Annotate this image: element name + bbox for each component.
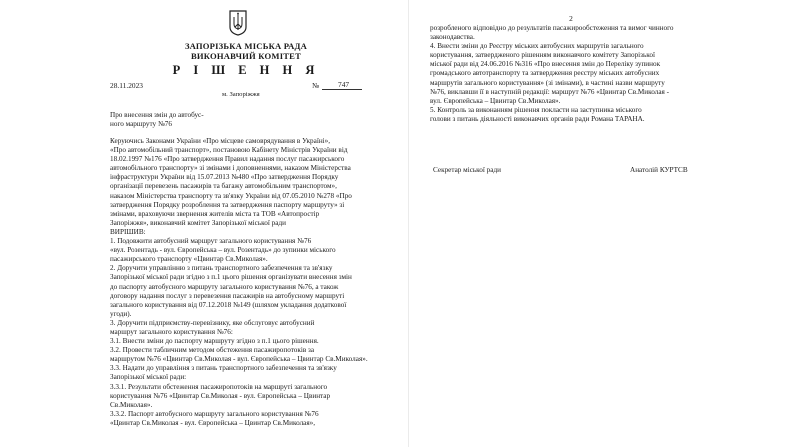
page-separator xyxy=(408,0,409,447)
signature-title: Секретар міської ради xyxy=(433,166,501,174)
document-page-2 xyxy=(425,0,717,447)
decision-number: 747 xyxy=(338,80,350,89)
decision-subject: Про внесення змін до автобус- ного маршруту №76 xyxy=(110,111,204,129)
coat-of-arms-icon xyxy=(229,10,247,36)
council-heading: ЗАПОРІЗЬКА МІСЬКА РАДА xyxy=(184,41,308,51)
decision-date: 28.11.2023 xyxy=(110,81,143,90)
decision-body: Керуючись Законами України «Про місцеве самоврядування в Україні», «Про автомобільний транспорт», постановою Кабінету Міністрів України від 18.02.1997 №176 «Про затвердження Правил надання послуг пасажирського автомобільного транспорту» зі змінами і доповненнями, наказом Міністерства інфраструктури України від 15.07.2013 №480 «Про затвердження Порядку організації перевезень пасажирів та багажу автомобільним транспортом», наказом Міністерства транспорту та зв'язку України від 07.05.2010 №278 «Про затвердження Порядку розроблення та затвердження паспорту маршруту» зі змінами, враховуючи звернення жителів міста та ТОВ «Автопростір Запоріжжя», виконавчий комітет Запорізької міської ради ВИРІШИВ: 1. Подовжити автобусний маршрут загального користування №76 «вул. Розентадь - вул. Європейська – вул. Розентадь» до зупинки міського пасажирського транспорту «Цвинтар Св.Миколая». 2. Доручити управлінню з питань транспортного забезпечення та зв'язку Запорізької міської ради згідно з п.1 цього рішення організувати внесення змін до паспорту автобусного маршруту загального користування №76, а також договору надання послуг з перевезення пасажирів на автобусному маршруті загального користування від 07.12.2018 №149 (шляхом укладання додаткової угоди). 3. Доручити підприємству-перевізнику, яке обслуговує автобусний маршрут загального користування №76: 3.1. Внести зміни до паспорту маршруту згідно з п.1 цього рішення. 3.2. Провести табличним методом обстеження пасажиропотоків за маршрутом №76 «Цвинтар Св.Миколая - вул. Європейська – Цвинтар Св.Миколая». 3.3. Надати до управління з питань транспортного забезпечення та зв'язку Запорізької міської ради: 3.3.1. Результати обстеження пасажиропотоків на маршруті загального користування №76 «Цвинтар Св.Миколая - вул. Європейська – Цвинтар Св.Миколая». 3.3.2. Паспорт автобусного маршруту загального користування №76 «Цвинтар Св.Миколая - вул. Європейська – Цвинтар Св.Миколая», xyxy=(110,137,368,427)
signature-name: Анатолій КУРТСВ xyxy=(630,166,688,174)
page-number: 2 xyxy=(569,14,573,23)
decision-number-label: № xyxy=(312,81,320,90)
decision-city: м. Запоріжжя xyxy=(222,91,260,98)
decision-body-continued: розробленого відповідно до результатів пасажирообстеження та вимог чинного законодавства. 4. Внести зміни до Реєстру міських автобусних маршрутів загального користування, затвердженого рішенням виконавчого комітету Запорізької міської ради від 24.06.2016 №316 «Про внесення змін до Переліку зупинок громадського автотранспорту та затвердження реєстру міських автобусних маршрутів загального користування» (зі змінами), в частині назви маршруту №76, виклавши її в наступній редакції: маршрут №76 «Цвинтар Св.Миколая - вул. Європейська – Цвинтар Св.Миколая». 5. Контроль за виконанням рішення покласти на заступника міського голови з питань діяльності виконавчих органів ради Романа ТАРАНА. xyxy=(430,24,674,123)
number-underline xyxy=(322,89,362,90)
document-page-1 xyxy=(98,0,394,447)
decision-heading: Р І Ш Е Н Н Я xyxy=(172,63,320,77)
committee-heading: ВИКОНАВЧИЙ КОМІТЕТ xyxy=(190,51,302,61)
